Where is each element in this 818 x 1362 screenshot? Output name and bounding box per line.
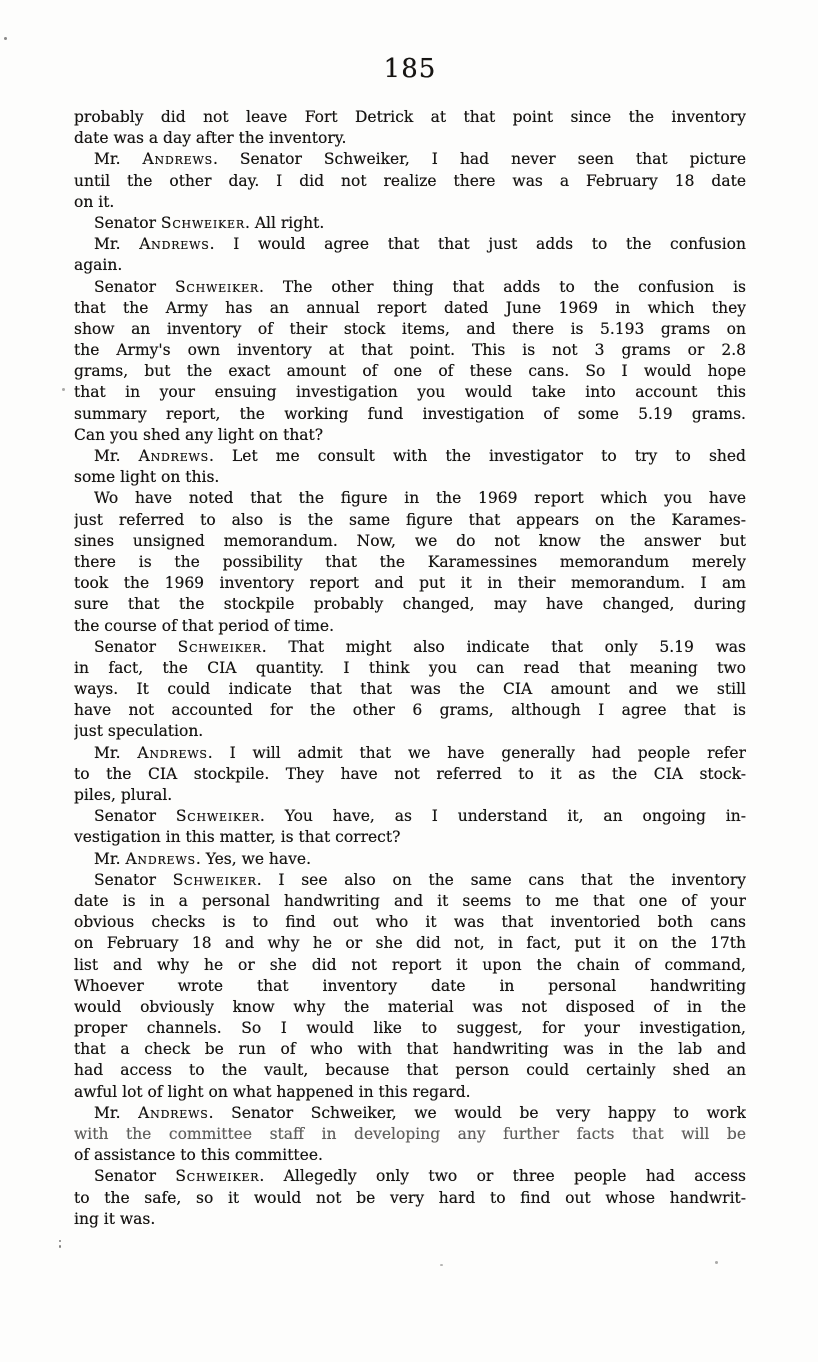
- text-line: Mr. Andrews. Senator Schweiker, I had never seen that picture: [94, 150, 746, 169]
- paragraph: [74, 1103, 746, 1167]
- text-line: that the Army has an annual report dated June 1969 in which they: [74, 298, 746, 317]
- text-line: Senator Schweiker. The other thing that adds to the confusion is: [94, 277, 746, 296]
- text-line: Mr. Andrews. Let me consult with the investigator to try to shed: [94, 447, 746, 465]
- text-line: in fact, the CIA quantity. I think you can read that meaning two: [74, 658, 746, 677]
- text-line: date is in a personal handwriting and it seems to me that one of your: [74, 891, 746, 910]
- paragraph: [74, 488, 746, 636]
- speaker-name: Schweiker: [175, 1167, 260, 1186]
- text-line: with the committee staff in developing any further facts that will be: [74, 1125, 746, 1143]
- text-line: Mr. Andrews. I would agree that that just adds to the confusion: [94, 235, 746, 254]
- text-line: there is the possibility that the Karamessines memorandum merely: [74, 552, 746, 571]
- text-line: some light on this.: [74, 468, 220, 487]
- text-line: summary report, the working fund investigation of some 5.19 grams.: [74, 404, 746, 423]
- paragraph: [74, 446, 746, 488]
- paragraph: [74, 637, 746, 743]
- text-line: on February 18 and why he or she did not, in fact, put it on the 17th: [74, 934, 746, 953]
- speaker-name: Andrews: [138, 447, 209, 465]
- text-line: of assistance to this committee.: [74, 1146, 323, 1165]
- paragraph: [74, 149, 746, 213]
- text-line: would obviously know why the material was not disposed of in the: [74, 997, 746, 1016]
- paragraph: [74, 277, 746, 447]
- scan-speck: [59, 1240, 61, 1242]
- text-line: proper channels. So I would like to suggest, for your investigation,: [74, 1019, 746, 1038]
- speaker-name: Schweiker: [177, 637, 262, 656]
- page-number: 185: [383, 54, 437, 84]
- text-line: Can you shed any light on that?: [74, 425, 324, 444]
- scan-speck: [59, 1245, 61, 1248]
- text-line: that a check be run of who with that handwriting was in the lab and: [74, 1040, 746, 1059]
- speaker-name: Andrews: [125, 849, 196, 868]
- text-line: again.: [74, 256, 123, 275]
- paragraph: [74, 213, 746, 234]
- text-line: Wo have noted that the figure in the 1969 report which you have: [94, 489, 746, 508]
- text-line: that in your ensuing investigation you would take into account this: [74, 383, 746, 402]
- paragraph: [74, 1166, 746, 1230]
- paragraph: [74, 870, 746, 1103]
- text-line: date was a day after the inventory.: [74, 129, 347, 148]
- speaker-name: Schweiker: [175, 807, 260, 826]
- text-line: sure that the stockpile probably changed, may have changed, during: [74, 595, 746, 614]
- speaker-name: Andrews: [138, 1103, 209, 1122]
- text-line: had access to the vault, because that person could certainly shed an: [74, 1061, 746, 1080]
- speaker-name: Andrews: [137, 743, 208, 762]
- text-line: the Army's own inventory at that point. This is not 3 grams or 2.8: [74, 341, 746, 360]
- text-line: vestigation in this matter, is that correct?: [74, 828, 401, 847]
- transcript: [74, 107, 746, 1230]
- text-line: the course of that period of time.: [74, 616, 334, 635]
- text-line: have not accounted for the other 6 grams, although I agree that is: [74, 701, 746, 720]
- scan-speck: [715, 1261, 718, 1264]
- text-line: Senator Schweiker. All right.: [94, 213, 325, 232]
- text-line: sines unsigned memorandum. Now, we do not know the answer but: [74, 531, 746, 550]
- paragraph: [74, 107, 746, 149]
- paragraph: [74, 849, 746, 870]
- text-line: Mr. Andrews. I will admit that we have generally had people refer: [94, 743, 746, 762]
- speaker-name: Schweiker: [174, 277, 260, 296]
- speaker-name: Schweiker: [160, 213, 245, 232]
- text-line: Mr. Andrews. Yes, we have.: [94, 849, 312, 868]
- scan-speck: [440, 1264, 443, 1266]
- text-line: to the safe, so it would not be very hard to find out whose handwrit-: [74, 1188, 746, 1207]
- text-line: until the other day. I did not realize there was a February 18 date: [74, 171, 746, 190]
- text-line: on it.: [74, 192, 115, 211]
- text-line: just speculation.: [74, 722, 204, 741]
- text-line: ways. It could indicate that that was the CIA amount and we still: [74, 680, 746, 699]
- speaker-name: Andrews: [139, 235, 210, 254]
- text-line: probably did not leave Fort Detrick at that point since the inventory: [74, 108, 746, 126]
- text-line: Senator Schweiker. I see also on the same cans that the inventory: [94, 870, 746, 889]
- text-line: Senator Schweiker. Allegedly only two or three people had access: [94, 1167, 746, 1186]
- text-line: piles, plural.: [74, 786, 173, 804]
- text-line: Whoever wrote that inventory date in personal handwriting: [74, 976, 746, 995]
- text-line: just referred to also is the same figure that appears on the Karames-: [74, 510, 746, 529]
- text-line: show an inventory of their stock items, and there is 5.193 grams on: [74, 319, 746, 338]
- text-line: grams, but the exact amount of one of these cans. So I would hope: [74, 362, 746, 381]
- text-line: took the 1969 inventory report and put it in their memorandum. I am: [74, 574, 746, 593]
- text-line: awful lot of light on what happened in this regard.: [74, 1082, 471, 1101]
- text-line: Mr. Andrews. Senator Schweiker, we would be very happy to work: [94, 1103, 746, 1122]
- paragraph: [74, 743, 746, 807]
- scan-speck: [4, 37, 7, 40]
- text-line: list and why he or she did not report it upon the chain of command,: [74, 955, 746, 974]
- paragraph: [74, 234, 746, 276]
- speaker-name: Schweiker: [172, 870, 257, 889]
- text-line: to the CIA stockpile. They have not referred to it as the CIA stock-: [74, 764, 746, 783]
- text-line: ing it was.: [74, 1209, 156, 1228]
- paragraph: [74, 806, 746, 848]
- text-line: Senator Schweiker. You have, as I understand it, an ongoing in-: [94, 807, 746, 826]
- text-line: Senator Schweiker. That might also indicate that only 5.19 was: [94, 637, 746, 656]
- text-line: obvious checks is to find out who it was that inventoried both cans: [74, 913, 746, 932]
- scan-speck: [62, 388, 65, 391]
- speaker-name: Andrews: [142, 150, 213, 169]
